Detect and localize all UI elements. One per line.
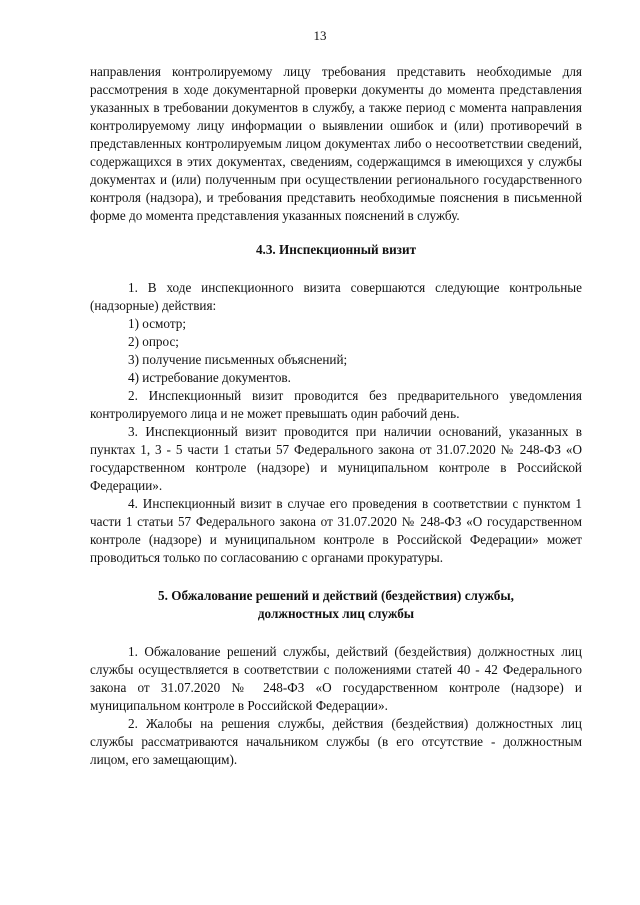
section-4-3-paragraph-2: 2. Инспекционный визит проводится без предварительного уведомления контролируемого лица и не может превышать один рабочий день.	[90, 388, 582, 421]
list-item-inspection-action-2: 2) опрос;	[128, 334, 179, 349]
list-item-inspection-action-3: 3) получение письменных объяснений;	[128, 352, 348, 367]
section-4-3-paragraph-1: 1. В ходе инспекционного визита совершаются следующие контрольные (надзорные) действия:	[90, 280, 582, 313]
section-5-paragraph-1: 1. Обжалование решений службы, действий (бездействия) должностных лиц службы осуществляется в соответствии с положениями статей 40 - 42 Федерального закона от 31.07.2020 № 248-ФЗ «О государственном контроле (надзоре) и муниципальном контроле в Российской Федерации».	[90, 644, 582, 713]
section-5-heading	[90, 587, 582, 623]
page-body	[90, 63, 582, 769]
section-5-paragraph-2: 2. Жалобы на решения службы, действия (бездействия) должностных лиц службы рассматриваются начальником службы (в его отсутствие - должностным лицом, его замещающим).	[90, 716, 582, 767]
section-4-3-paragraph-4: 4. Инспекционный визит в случае его проведения в соответствии с пунктом 1 части 1 статьи 57 Федерального закона от 31.07.2020 № 248-ФЗ «О государственном контроле (надзоре) и муниципальном контроле в Российской Федерации» может проводиться только по согласованию с органами прокуратуры.	[90, 496, 582, 565]
intro-paragraph: направления контролируемому лицу требования представить необходимые для рассмотрения в ходе документарной проверки документы до момента представления указанных в требовании документов в службу, а также период с момента направления контролируемому лицу информации о выявлении ошибок и (или) противоречий в представленных контролируемым лицом документах либо о несоответствии сведений, содержащихся в этих документах, сведениям, содержащимся в имеющихся у службы документах и (или) полученным при осуществлении регионального государственного контроля (надзора), и требования представить необходимые пояснения в письменной форме до момента представления указанных пояснений в службу.	[90, 64, 582, 223]
page-number: 13	[313, 28, 327, 43]
list-item-inspection-action-4: 4) истребование документов.	[128, 370, 291, 385]
list-item-inspection-action-1: 1) осмотр;	[128, 316, 187, 331]
section-5-heading-line-2: должностных лиц службы	[257, 606, 415, 621]
section-5-heading-line-1: 5. Обжалование решений и действий (бездействия) службы,	[158, 588, 514, 603]
section-4-3-paragraph-3: 3. Инспекционный визит проводится при наличии оснований, указанных в пунктах 1, 3 - 5 части 1 статьи 57 Федерального закона от 31.07.2020 № 248-ФЗ «О государственном контроле (надзоре) и муниципальном контроле в Российской Федерации».	[90, 424, 582, 493]
section-4-3-heading: 4.3. Инспекционный визит	[255, 242, 417, 257]
